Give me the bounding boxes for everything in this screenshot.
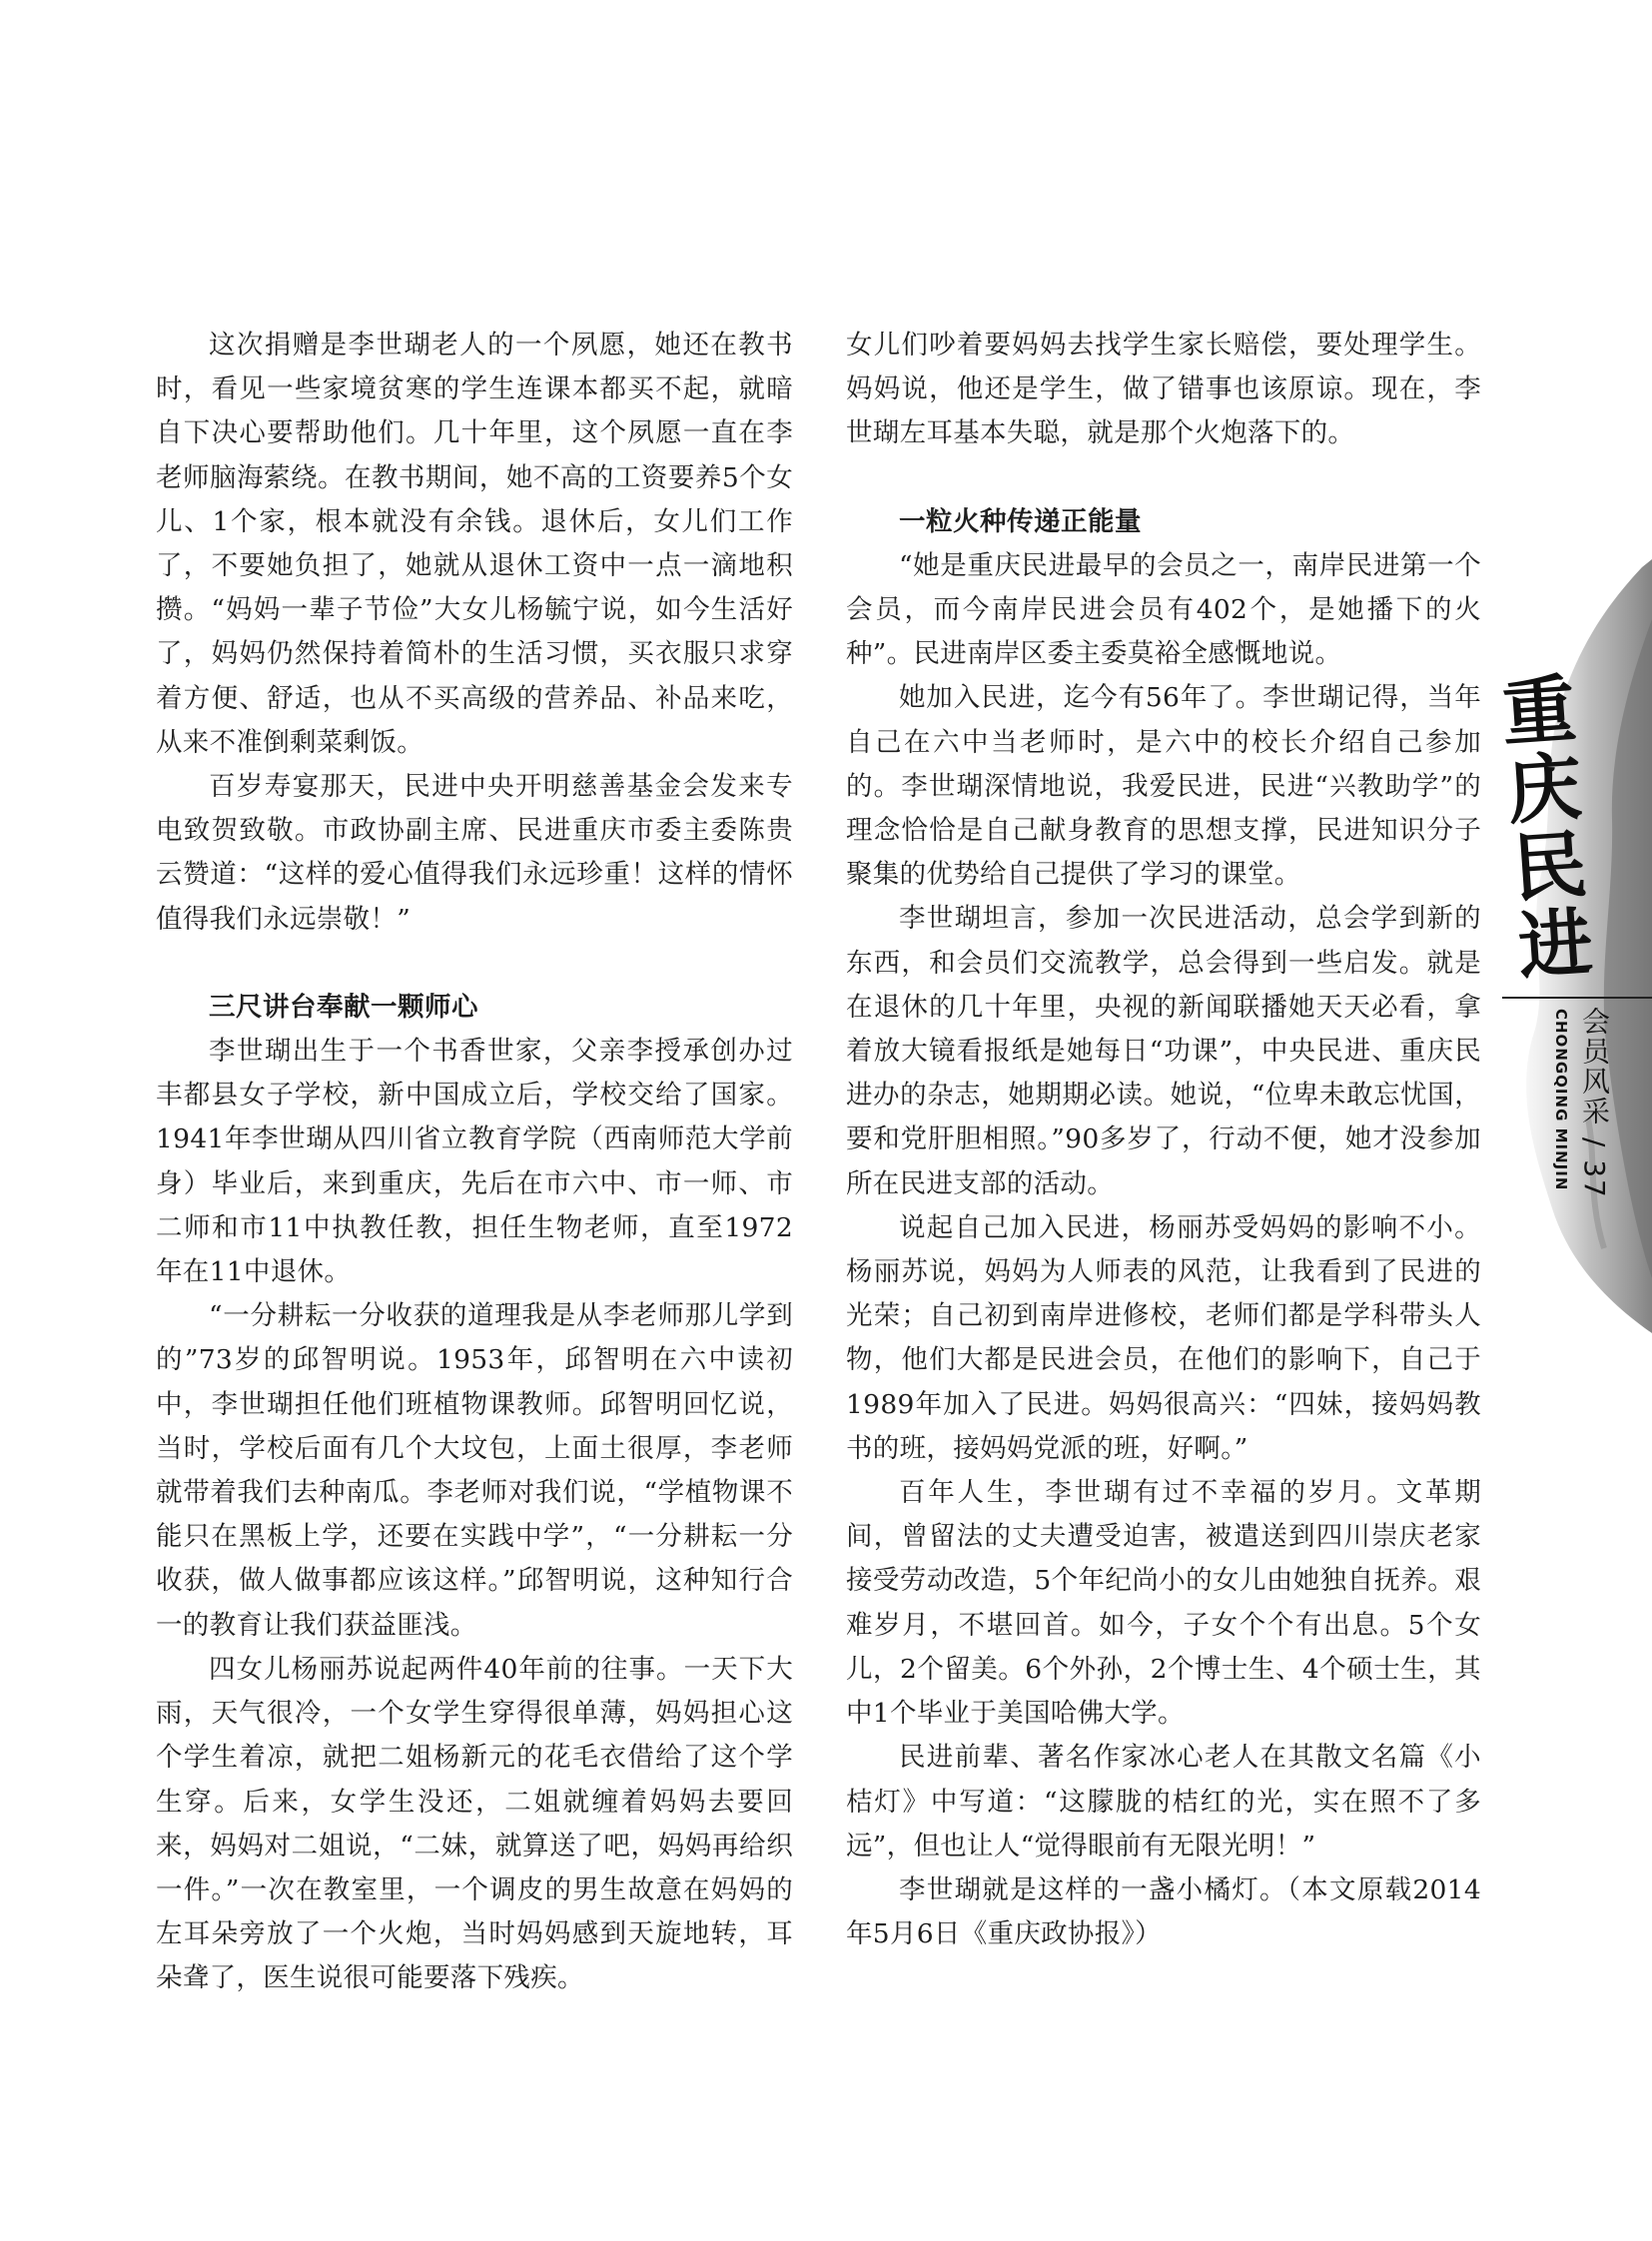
paragraph: 百岁寿宴那天，民进中央开明慈善基金会发来专电致贺致敬。市政协副主席、民进重庆市委主委陈贵云赞道：“这样的爱心值得我们永远珍重！这样的情怀值得我们永远崇敬！” bbox=[156, 771, 793, 935]
section-subtitle: CHONGQING MINJIN bbox=[1552, 1009, 1570, 1191]
paragraph: “一分耕耘一分收获的道理我是从李老师那儿学到的”73岁的邱智明说。1953年，邱智明在六中读初中，李世瑚担任他们班植物课教师。邱智明回忆说，当时，学校后面有几个大坟包，上面土很厚，李老师就带着我们去种南瓜。李老师对我们说，“学植物课不能只在黑板上学，还要在实践中学”，“一分耕耘一分收获，做人做事都应该这样。”邱智明说，这种知行合一的教育让我们获益匪浅。 bbox=[156, 1300, 793, 1641]
paragraph: 百年人生，李世瑚有过不幸福的岁月。文革期间，曾留法的丈夫遭受迫害，被遣送到四川崇庆老家接受劳动改造，5个年纪尚小的女儿由她独自抚养。艰难岁月，不堪回首。如今，子女个个有出息。5个女儿，2个留美。6个外孙，2个博士生、4个硕士生，其中1个毕业于美国哈佛大学。 bbox=[846, 1477, 1481, 1730]
paragraph: 四女儿杨丽苏说起两件40年前的往事。一天下大雨，天气很冷，一个女学生穿得很单薄，妈妈担心这个学生着凉，就把二姐杨新元的花毛衣借给了这个学生穿。后来，女学生没还，二姐就缠着妈妈去要回来，妈妈对二姐说，“二妹，就算送了吧，妈妈再给织一件。”一次在教室里，一个调皮的男生故意在妈妈的左耳朵旁放了一个火炮，当时妈妈感到天旋地转，耳朵聋了，医生说很可能要落下残疾。 bbox=[156, 1653, 793, 1994]
left-column bbox=[156, 324, 793, 2001]
spacer bbox=[156, 942, 793, 986]
paragraph: 民进前辈、著名作家冰心老人在其散文名篇《小桔灯》中写道：“这朦胧的桔红的光，实在照不了多远”，但也让人“觉得眼前有无限光明！” bbox=[846, 1742, 1481, 1862]
spacer bbox=[846, 456, 1481, 500]
paragraph: 李世瑚就是这样的一盏小橘灯。（本文原载2014年5月6日《重庆政协报》） bbox=[846, 1873, 1481, 1950]
paragraph: 这次捐赠是李世瑚老人的一个夙愿，她还在教书时，看见一些家境贫寒的学生连课本都买不起，就暗自下决心要帮助他们。几十年里，这个夙愿一直在李老师脑海萦绕。在教书期间，她不高的工资要养5个女儿、1个家，根本就没有余钱。退休后，女儿们工作了，不要她负担了，她就从退休工资中一点一滴地积攒。“妈妈一辈子节俭”大女儿杨毓宁说，如今生活好了，妈妈仍然保持着简朴的生活习惯，买衣服只求穿着方便、舒适，也从不买高级的营养品、补品来吃，从来不准倒剩菜剩饭。 bbox=[156, 330, 793, 758]
section-heading: 一粒火种传递正能量 bbox=[899, 505, 1142, 537]
right-column bbox=[846, 324, 1481, 1956]
magazine-masthead bbox=[1487, 559, 1652, 1338]
section-page-label: 会员风采 / 37 bbox=[1578, 1007, 1611, 1199]
divider bbox=[1502, 997, 1652, 999]
paragraph: “她是重庆民进最早的会员之一，南岸民进第一个会员，而今南岸民进会员有402个，是她播下的火种”。民进南岸区委主委莫裕全感慨地说。 bbox=[846, 549, 1481, 670]
masthead-title: 重庆民进 bbox=[1487, 669, 1595, 987]
paragraph: 李世瑚出生于一个书香世家，父亲李授承创办过丰都县女子学校，新中国成立后，学校交给了国家。1941年李世瑚从四川省立教育学院（西南师范大学前身）毕业后，来到重庆，先后在市六中、市一师、市二师和市11中执教任教，担任生物老师，直至1972年在11中退休。 bbox=[156, 1036, 793, 1288]
paragraph-continued: 女儿们吵着要妈妈去找学生家长赔偿，要处理学生。妈妈说，他还是学生，做了错事也该原谅。现在，李世瑚左耳基本失聪，就是那个火炮落下的。 bbox=[846, 330, 1481, 449]
paragraph: 她加入民进，迄今有56年了。李世瑚记得，当年自己在六中当老师时，是六中的校长介绍自己参加的。李世瑚深情地说，我爱民进，民进“兴教助学”的理念恰恰是自己献身教育的思想支撑，民进知识分子聚集的优势给自己提供了学习的课堂。 bbox=[846, 682, 1481, 891]
section-heading: 三尺讲台奉献一颗师心 bbox=[209, 991, 478, 1023]
paragraph: 李世瑚坦言，参加一次民进活动，总会学到新的东西，和会员们交流教学，总会得到一些启发。就是在退休的几十年里，央视的新闻联播她天天必看，拿着放大镜看报纸是她每日“功课”，中央民进、重庆民进办的杂志，她期期必读。她说，“位卑未敢忘忧国，要和党肝胆相照。”90多岁了，行动不便，她才没参加所在民进支部的活动。 bbox=[846, 903, 1481, 1199]
paragraph: 说起自己加入民进，杨丽苏受妈妈的影响不小。杨丽苏说，妈妈为人师表的风范，让我看到了民进的光荣；自己初到南岸进修校，老师们都是学科带头人物，他们大都是民进会员，在他们的影响下，自己于1989年加入了民进。妈妈很高兴：“四妹，接妈妈教书的班，接妈妈党派的班，好啊。” bbox=[846, 1211, 1481, 1464]
